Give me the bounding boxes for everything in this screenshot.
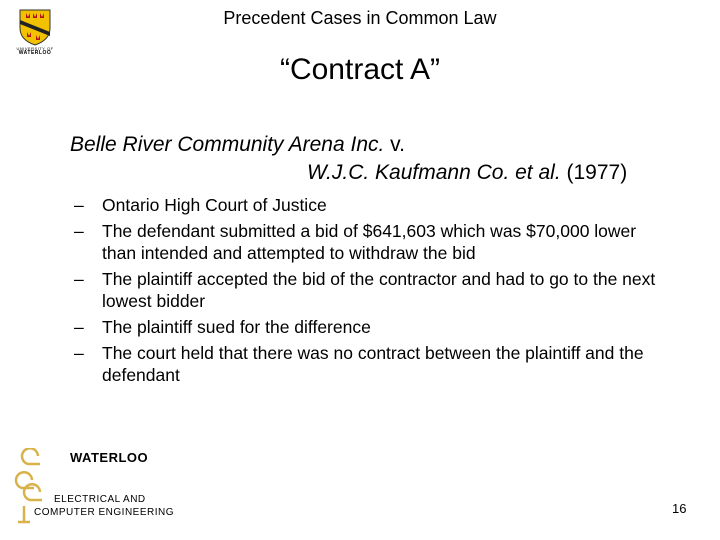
bullet-text: Ontario High Court of Justice: [102, 195, 327, 215]
logo-line-1: UNIVERSITY OF: [16, 46, 54, 51]
bullet-list: [74, 194, 674, 390]
list-item: [74, 316, 674, 338]
case-line-1: [70, 133, 405, 156]
et-al: et al.: [509, 161, 561, 184]
defendant-name: W.J.C. Kaufmann Co.: [307, 161, 510, 184]
ece-dept-line-2: COMPUTER ENGINEERING: [34, 507, 175, 518]
case-year: (1977): [560, 161, 628, 184]
bullet-text: The court held that there was no contract between the plaintiff and the defendant: [102, 343, 644, 385]
page-number: 16: [672, 501, 687, 516]
bullet-dash: –: [74, 343, 84, 363]
logo-line-2: WATERLOO: [18, 50, 52, 56]
bullet-text: The defendant submitted a bid of $641,603 which was $70,000 lower than intended and attempted to withdraw the bid: [102, 221, 637, 263]
plaintiff-name: Belle River Community Arena Inc.: [70, 133, 385, 156]
versus: v.: [384, 133, 405, 156]
bullet-dash: –: [74, 221, 84, 241]
header-title: Precedent Cases in Common Law: [223, 8, 497, 28]
bullet-text: The plaintiff accepted the bid of the contractor and had to go to the next lowest bidder: [102, 269, 656, 311]
list-item: [74, 194, 674, 216]
bullet-dash: –: [74, 269, 84, 289]
ece-waterloo-label: WATERLOO: [70, 450, 149, 465]
bullet-dash: –: [74, 317, 84, 337]
case-line-2: [70, 159, 690, 187]
list-item: [74, 220, 674, 264]
ece-dept-line-1: ELECTRICAL AND: [54, 494, 146, 505]
case-title: [70, 131, 690, 187]
list-item: [74, 268, 674, 312]
list-item: [74, 342, 674, 386]
slide-title: “Contract A”: [279, 53, 441, 86]
ece-logo: [12, 448, 182, 528]
bullet-dash: –: [74, 195, 84, 215]
bullet-text: The plaintiff sued for the difference: [102, 317, 371, 337]
